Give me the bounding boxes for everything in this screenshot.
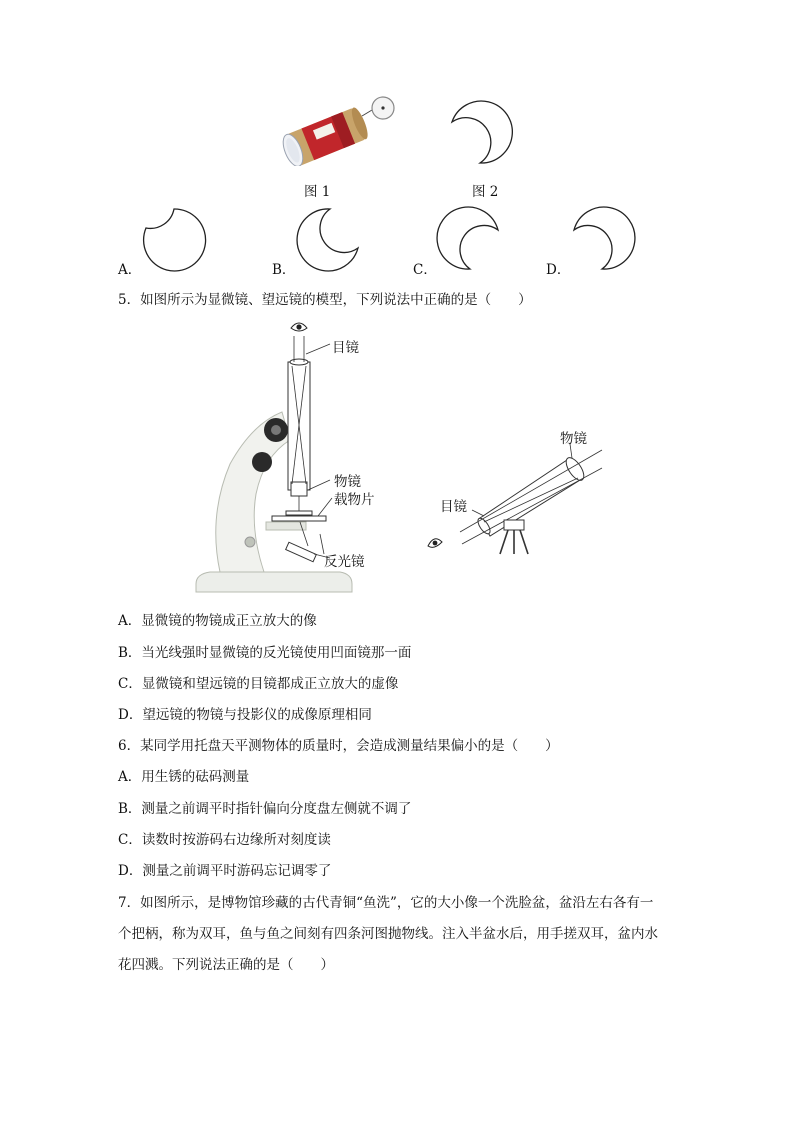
figure-2-caption: 图 2 — [472, 184, 499, 200]
question-5-stem: 5．如图所示为显微镜、望远镜的模型，下列说法中正确的是（ ） — [118, 292, 532, 308]
microscope-slide-label: 载物片 — [334, 492, 375, 508]
figure-2-crescent — [446, 100, 516, 166]
question-5-option-b: B．当光线强时显微镜的反光镜使用凹面镜那一面 — [118, 645, 412, 661]
q4-option-a-crescent — [140, 206, 210, 272]
microscope-objective-label: 物镜 — [334, 474, 361, 490]
q4-option-c-crescent — [434, 206, 504, 272]
microscope-mirror-label: 反光镜 — [324, 554, 365, 570]
question-6-option-d: D．测量之前调平时游码忘记调零了 — [118, 863, 332, 879]
question-7-line-1: 7．如图所示，是博物馆珍藏的古代青铜“鱼洗”，它的大小像一个洗脸盆，盆沿左右各有一 — [118, 895, 654, 911]
telescope-objective-label: 物镜 — [560, 431, 587, 447]
q4-option-c-label: C． — [413, 262, 437, 278]
microscope-eyepiece-label: 目镜 — [332, 340, 359, 356]
q4-option-d-crescent — [568, 206, 638, 272]
question-6-option-b: B．测量之前调平时指针偏向分度盘左侧就不调了 — [118, 801, 412, 817]
figure-1-can — [276, 94, 398, 166]
question-6-stem: 6．某同学用托盘天平测物体的质量时，会造成测量结果偏小的是（ ） — [118, 738, 559, 754]
question-5-option-a: A．显微镜的物镜成正立放大的像 — [118, 613, 317, 629]
question-5-option-c: C．显微镜和望远镜的目镜都成正立放大的虚像 — [118, 676, 399, 692]
figure-1-caption: 图 1 — [304, 184, 331, 200]
q4-option-b-label: B． — [272, 262, 296, 278]
question-7-line-3: 花四溅。下列说法正确的是（ ） — [118, 957, 334, 973]
question-5-option-d: D．望远镜的物镜与投影仪的成像原理相同 — [118, 707, 372, 723]
telescope-eyepiece-label: 目镜 — [440, 499, 467, 515]
question-7-line-2: 个把柄，称为双耳，鱼与鱼之间刻有四条河图抛物线。注入半盆水后，用手搓双耳，盆内水 — [118, 926, 658, 942]
q4-option-a-label: A． — [118, 262, 142, 278]
question-6-option-c: C．读数时按游码右边缘所对刻度读 — [118, 832, 331, 848]
question-6-option-a: A．用生锈的砝码测量 — [118, 769, 250, 785]
q4-option-b-crescent — [294, 206, 364, 272]
q4-option-d-label: D． — [546, 262, 571, 278]
